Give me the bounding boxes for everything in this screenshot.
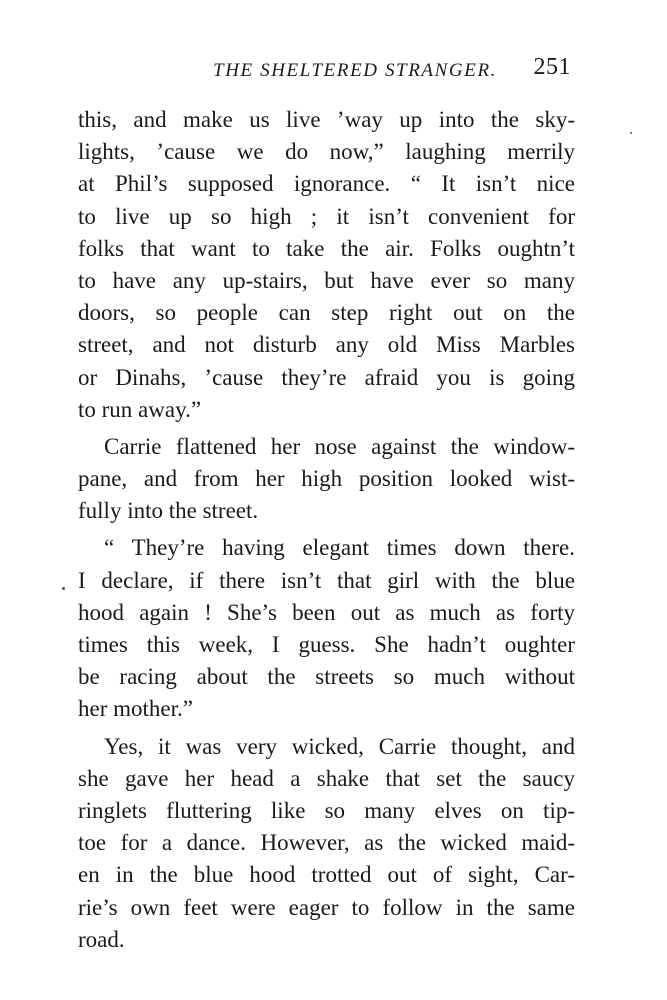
page-number: 251	[533, 54, 571, 80]
text-line: fully into the street.	[78, 498, 259, 524]
text-line: doors, so people can step right out on the	[78, 300, 575, 326]
text-line: Yes, it was very wicked, Carrie thought, and	[104, 733, 575, 759]
body-text	[78, 104, 575, 956]
text-line: this, and make us live ’way up into the sky-	[78, 107, 575, 132]
text-line: road.	[78, 926, 125, 952]
text-line: Carrie flattened her nose against the window-	[104, 433, 575, 459]
text-line: pane, and from her high position looked wist-	[78, 466, 575, 492]
paragraph-4	[78, 731, 575, 956]
ink-speck	[62, 587, 65, 590]
text-line: en in the blue hood trotted out of sight, Car-	[78, 862, 575, 888]
ink-speck	[630, 132, 632, 134]
text-line: toe for a dance. However, as the wicked maid-	[78, 830, 575, 856]
text-line: be racing about the streets so much without	[78, 664, 575, 690]
text-line: or Dinahs, ’cause they’re afraid you is going	[78, 364, 575, 390]
text-line: times this week, I guess. She hadn’t oughter	[78, 632, 575, 657]
text-line: she gave her head a shake that set the saucy	[78, 765, 575, 791]
text-line: I declare, if there isn’t that girl with the blue	[78, 567, 575, 593]
text-line: lights, ’cause we do now,” laughing merrily	[78, 139, 575, 165]
paragraph-3	[78, 532, 575, 725]
running-head	[78, 54, 575, 88]
paragraph-2	[78, 431, 575, 528]
text-line: hood again ! She’s been out as much as forty	[78, 599, 575, 625]
text-line: at Phil’s supposed ignorance. “ It isn’t nice	[78, 171, 575, 197]
running-title: THE SHELTERED STRANGER.	[213, 60, 497, 81]
text-line: her mother.”	[78, 696, 193, 722]
text-line: folks that want to take the air. Folks oughtn’t	[78, 235, 575, 261]
text-line: to live up so high ; it isn’t convenient for	[78, 203, 575, 229]
text-line: to have any up-stairs, but have ever so many	[78, 267, 575, 293]
text-line: rie’s own feet were eager to follow in the same	[78, 894, 575, 920]
text-line: “ They’re having elegant times down there.	[104, 535, 575, 561]
text-line: street, and not disturb any old Miss Marbles	[78, 332, 575, 358]
text-line: ringlets fluttering like so many elves on tip-	[78, 797, 575, 823]
paragraph-1	[78, 104, 575, 426]
text-line: to run away.”	[78, 396, 202, 422]
